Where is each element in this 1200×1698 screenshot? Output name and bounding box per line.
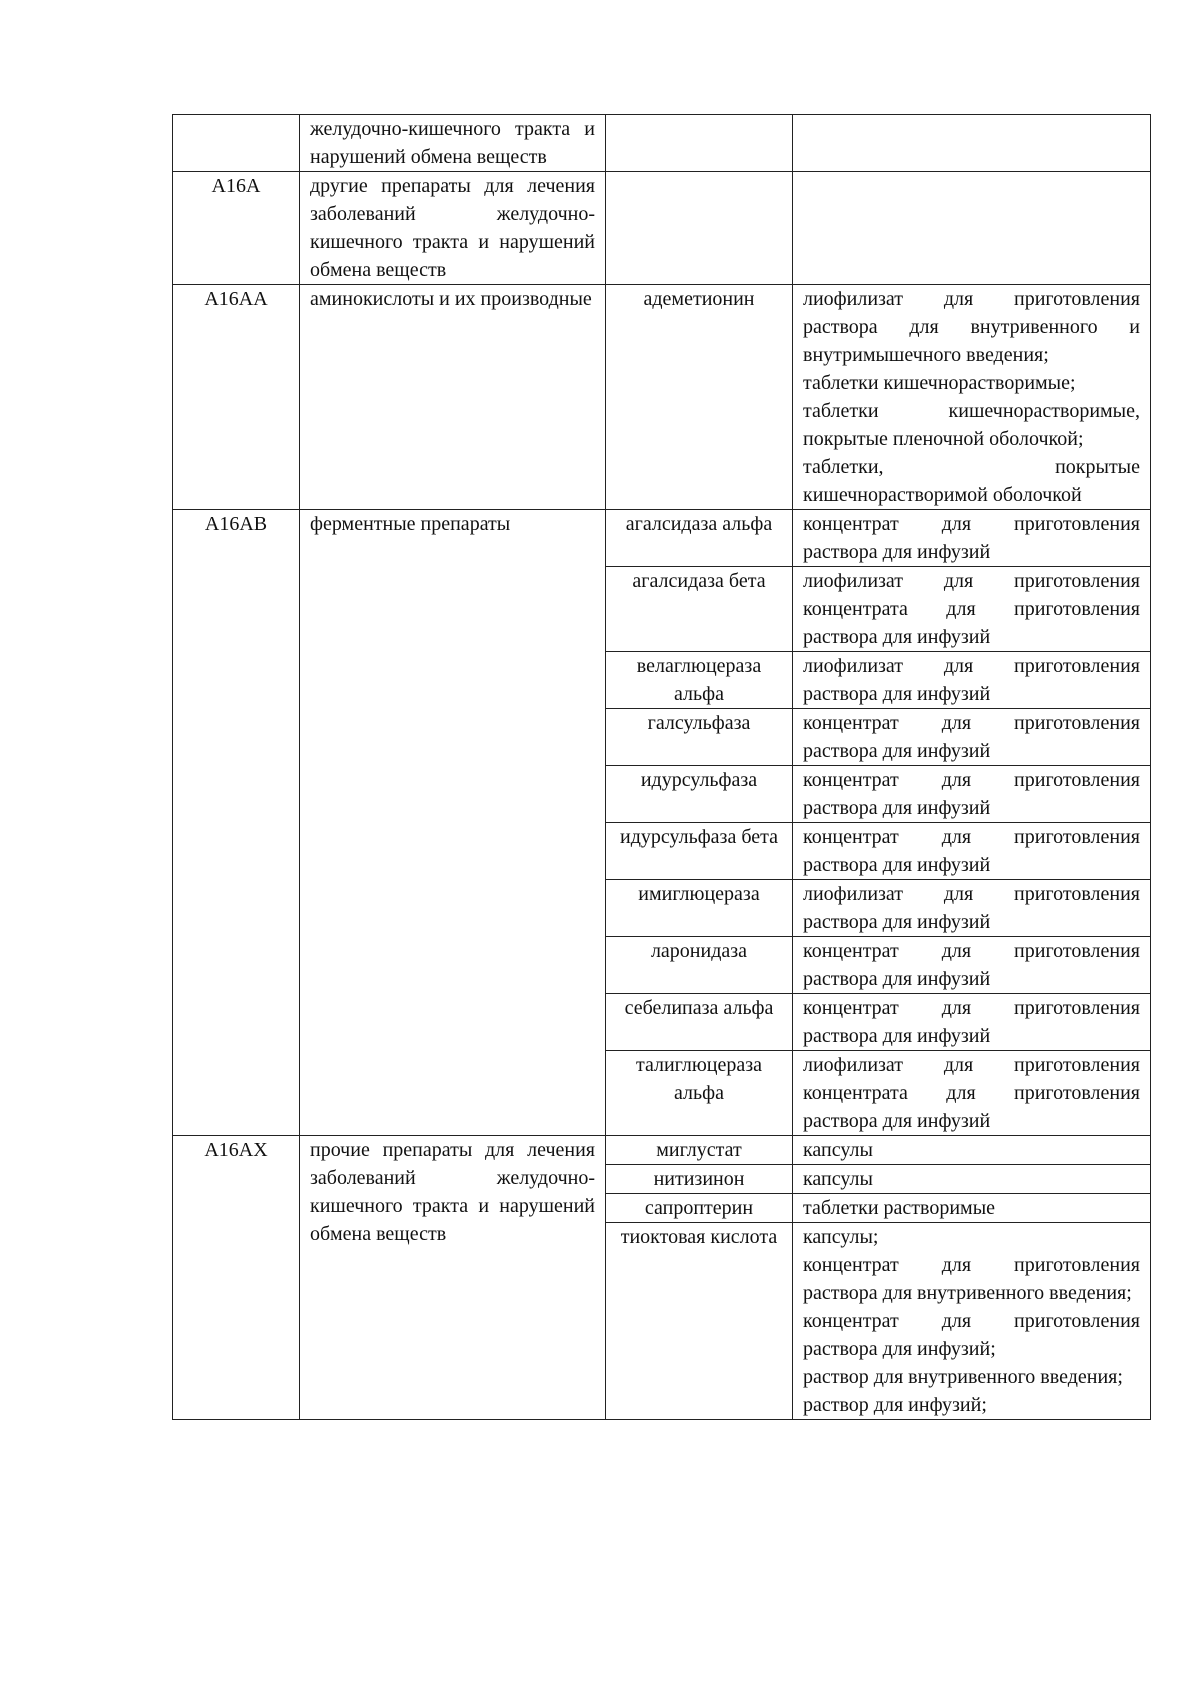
drug-name-cell xyxy=(606,172,793,285)
dosage-form-text: лиофилизат для приготовления концентрата для приготовления раствора для инфузий xyxy=(803,1054,1140,1132)
table-row xyxy=(173,172,1151,285)
atc-code-cell: A16A xyxy=(173,172,300,285)
drug-name-cell: сапроптерин xyxy=(606,1194,793,1223)
dosage-form-text: капсулы xyxy=(803,1139,873,1161)
dosage-form-cell xyxy=(793,1051,1151,1136)
dosage-form-cell xyxy=(793,172,1151,285)
drug-name-cell: себелипаза альфа xyxy=(606,994,793,1051)
drug-name-cell: адеметионин xyxy=(606,285,793,510)
dosage-form-cell xyxy=(793,880,1151,937)
drug-name-cell: ларонидаза xyxy=(606,937,793,994)
table-row xyxy=(173,115,1151,172)
drug-name-cell: идурсульфаза бета xyxy=(606,823,793,880)
medication-table xyxy=(172,114,1151,1420)
dosage-form-text: концентрат для приготовления раствора для инфузий xyxy=(803,940,1140,990)
dosage-form-cell xyxy=(793,1165,1151,1194)
atc-code-cell: A16AA xyxy=(173,285,300,510)
dosage-form-cell xyxy=(793,994,1151,1051)
dosage-form-text: лиофилизат для приготовления раствора для внутривенного и внутримышечного введения; xyxy=(803,288,1140,366)
dosage-form-text: раствор для внутривенного введения; xyxy=(803,1366,1123,1388)
dosage-form-cell xyxy=(793,1136,1151,1165)
dosage-form-cell xyxy=(793,823,1151,880)
dosage-form-text: концентрат для приготовления раствора для инфузий xyxy=(803,513,1140,563)
dosage-form-text: концентрат для приготовления раствора для инфузий xyxy=(803,826,1140,876)
dosage-form-cell xyxy=(793,510,1151,567)
dosage-form-text: лиофилизат для приготовления раствора для инфузий xyxy=(803,883,1140,933)
table-row xyxy=(173,510,1151,567)
drug-name-cell: идурсульфаза xyxy=(606,766,793,823)
dosage-form-text: таблетки растворимые xyxy=(803,1197,996,1219)
dosage-form-cell xyxy=(793,766,1151,823)
dosage-form-text: таблетки кишечнорастворимые; xyxy=(803,372,1076,394)
drug-name-cell: талиглюцераза альфа xyxy=(606,1051,793,1136)
dosage-form-cell xyxy=(793,937,1151,994)
dosage-form-text: лиофилизат для приготовления раствора для инфузий xyxy=(803,655,1140,705)
dosage-form-text: концентрат для приготовления раствора для инфузий xyxy=(803,997,1140,1047)
drug-name-cell: агалсидаза альфа xyxy=(606,510,793,567)
table-row xyxy=(173,1136,1151,1165)
drug-name-cell: миглустат xyxy=(606,1136,793,1165)
dosage-form-text: лиофилизат для приготовления концентрата для приготовления раствора для инфузий xyxy=(803,570,1140,648)
dosage-form-text: капсулы xyxy=(803,1168,873,1190)
atc-code-cell: A16AB xyxy=(173,510,300,1136)
dosage-form-cell xyxy=(793,709,1151,766)
dosage-form-text: таблетки, покрытые кишечнорастворимой оболочкой xyxy=(803,456,1140,506)
group-name-cell: аминокислоты и их производные xyxy=(300,285,606,510)
dosage-form-cell xyxy=(793,115,1151,172)
group-name-cell: другие препараты для лечения заболеваний желудочно-кишечного тракта и нарушений обмена веществ xyxy=(300,172,606,285)
dosage-form-text: капсулы; xyxy=(803,1226,879,1248)
group-name-cell: ферментные препараты xyxy=(300,510,606,1136)
dosage-form-text: концентрат для приготовления раствора для инфузий xyxy=(803,769,1140,819)
dosage-form-cell xyxy=(793,652,1151,709)
table-row xyxy=(173,285,1151,510)
dosage-form-cell xyxy=(793,1194,1151,1223)
dosage-form-text: концентрат для приготовления раствора для внутривенного введения; xyxy=(803,1254,1140,1304)
drug-name-cell: агалсидаза бета xyxy=(606,567,793,652)
atc-code-cell: A16AX xyxy=(173,1136,300,1420)
group-name-cell: желудочно-кишечного тракта и нарушений обмена веществ xyxy=(300,115,606,172)
drug-name-cell: нитизинон xyxy=(606,1165,793,1194)
dosage-form-text: концентрат для приготовления раствора для инфузий xyxy=(803,712,1140,762)
group-name-cell: прочие препараты для лечения заболеваний желудочно-кишечного тракта и нарушений обмена веществ xyxy=(300,1136,606,1420)
drug-name-cell: тиоктовая кислота xyxy=(606,1223,793,1420)
drug-name-cell: галсульфаза xyxy=(606,709,793,766)
drug-name-cell: имиглюцераза xyxy=(606,880,793,937)
dosage-form-text: концентрат для приготовления раствора для инфузий; xyxy=(803,1310,1140,1360)
drug-name-cell xyxy=(606,115,793,172)
drug-name-cell: велаглюцераза альфа xyxy=(606,652,793,709)
atc-code-cell xyxy=(173,115,300,172)
dosage-form-cell xyxy=(793,567,1151,652)
dosage-form-text: таблетки кишечнорастворимые, покрытые пленочной оболочкой; xyxy=(803,400,1140,450)
dosage-form-text: раствор для инфузий; xyxy=(803,1394,987,1416)
dosage-form-cell xyxy=(793,1223,1151,1420)
dosage-form-cell xyxy=(793,285,1151,510)
table-body xyxy=(173,115,1151,1420)
